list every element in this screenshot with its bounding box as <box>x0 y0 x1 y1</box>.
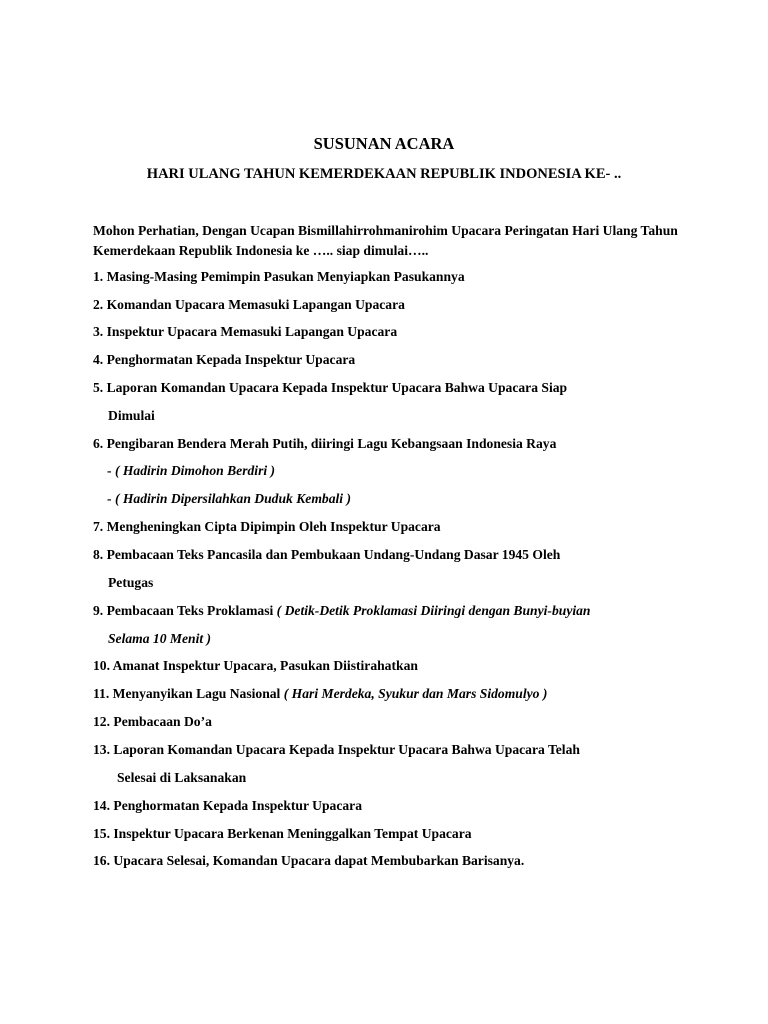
list-item-11 <box>93 684 693 704</box>
list-item-16: 16. Upacara Selesai, Komandan Upacara dapat Membubarkan Barisanya. <box>93 853 525 868</box>
list-item-9 <box>93 601 693 621</box>
list-item-8-continued: Petugas <box>108 575 154 590</box>
list-item-9-note: ( Detik-Detik Proklamasi Diiringi dengan Bunyi-buyian <box>276 603 591 618</box>
list-item-7: 7. Mengheningkan Cipta Dipimpin Oleh Inspektur Upacara <box>93 519 441 534</box>
document-subtitle: HARI ULANG TAHUN KEMERDEKAAN REPUBLIK INDONESIA KE- .. <box>146 166 622 182</box>
list-item-5-continued: Dimulai <box>108 408 155 423</box>
intro-paragraph: Mohon Perhatian, Dengan Ucapan Bismillahirrohmanirohim Upacara Peringatan Hari Ulang Tahun Kemerdekaan Republik Indonesia ke ….. siap dimulai….. <box>93 223 678 258</box>
list-item-4: 4. Penghormatan Kepada Inspektur Upacara <box>93 352 356 367</box>
list-item-9-note-continued: Selama 10 Menit ) <box>108 631 212 646</box>
dash: - <box>107 491 115 506</box>
list-item-5: 5. Laporan Komandan Upacara Kepada Inspektur Upacara Bahwa Upacara Siap <box>93 380 568 395</box>
list-item-11-text: 11. Menyanyikan Lagu Nasional <box>93 686 284 701</box>
list-item-3: 3. Inspektur Upacara Memasuki Lapangan Upacara <box>93 324 398 339</box>
document-title: SUSUNAN ACARA <box>313 134 455 153</box>
list-item-15: 15. Inspektur Upacara Berkenan Meninggalkan Tempat Upacara <box>93 826 472 841</box>
stand-instruction: ( Hadirin Dimohon Berdiri ) <box>114 463 276 478</box>
list-item-13-continued: Selesai di Laksanakan <box>117 770 247 785</box>
list-item-10: 10. Amanat Inspektur Upacara, Pasukan Diistirahatkan <box>93 658 418 673</box>
dash: - <box>107 463 115 478</box>
list-item-13: 13. Laporan Komandan Upacara Kepada Inspektur Upacara Bahwa Upacara Telah <box>93 742 580 757</box>
list-item-12: 12. Pembacaan Do’a <box>93 714 212 729</box>
list-subitem-stand <box>107 461 707 481</box>
list-item-8: 8. Pembacaan Teks Pancasila dan Pembukaan Undang-Undang Dasar 1945 Oleh <box>93 547 561 562</box>
list-item-14: 14. Penghormatan Kepada Inspektur Upacara <box>93 798 363 813</box>
list-item-11-note: ( Hari Merdeka, Syukur dan Mars Sidomulyo ) <box>283 686 548 701</box>
list-subitem-sit <box>107 489 707 509</box>
list-item-9-text: 9. Pembacaan Teks Proklamasi <box>93 603 277 618</box>
list-item-1: 1. Masing-Masing Pemimpin Pasukan Menyiapkan Pasukannya <box>93 269 465 284</box>
list-item-2: 2. Komandan Upacara Memasuki Lapangan Upacara <box>93 297 405 312</box>
list-item-6: 6. Pengibaran Bendera Merah Putih, diiringi Lagu Kebangsaan Indonesia Raya <box>93 436 557 451</box>
sit-instruction: ( Hadirin Dipersilahkan Duduk Kembali ) <box>114 491 351 506</box>
